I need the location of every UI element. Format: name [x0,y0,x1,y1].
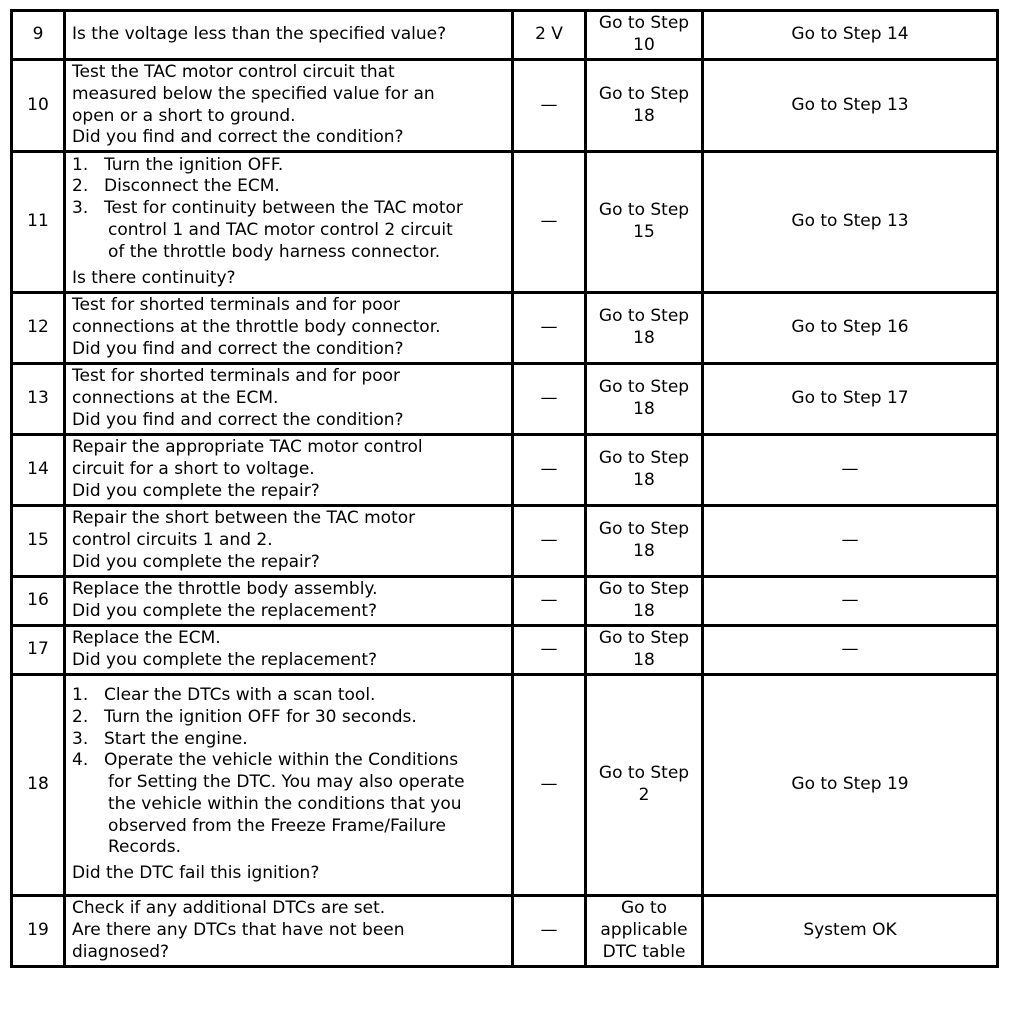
procedure-step [72,750,505,772]
action-line: Repair the appropriate TAC motor control [72,437,423,458]
step-number-cell: 14 [12,435,65,506]
action-line: Did you complete the replacement? [72,650,378,670]
value-cell: 2 V [513,11,586,60]
yes-line: Go to Step [598,763,690,784]
procedure-step-text: Turn the ignition OFF. [104,154,284,175]
no-cell: Go to Step 14 [703,11,998,60]
diagnostic-table [10,9,999,968]
step-number-cell: 9 [12,11,65,60]
procedure-question: Did the DTC fail this ignition? [72,863,320,884]
yes-line: 18 [633,541,655,561]
procedure-step-text: Operate the vehicle within the Conditions [104,750,459,771]
yes-line: 2 [638,785,650,805]
procedure-step [72,198,505,220]
yes-line: Go to Step [598,519,690,540]
procedure-step-continuation: the vehicle within the conditions that you [108,793,462,814]
value-cell: — [513,577,586,626]
table-row [12,506,998,577]
no-cell: — [703,506,998,577]
yes-line: Go to Step [598,13,690,34]
action-line: Did you complete the repair? [72,480,320,501]
no-cell: Go to Step 19 [703,675,998,896]
procedure-step-text: Start the engine. [104,728,248,749]
step-number-cell: 16 [12,577,65,626]
yes-line: 18 [633,105,655,126]
action-cell [65,152,513,293]
action-line: Test the TAC motor control circuit that [72,61,395,82]
no-cell: Go to Step 16 [703,293,998,364]
step-number-cell: 12 [12,293,65,364]
action-line: diagnosed? [72,941,170,962]
procedure-step-number: 1. [72,154,89,175]
procedure-step-text: Test for continuity between the TAC motor [104,198,463,219]
yes-cell [586,293,703,364]
action-line: connections at the throttle body connector. [72,317,441,338]
table-row [12,896,998,967]
action-line: Did you find and correct the condition? [72,127,404,148]
procedure-step [72,685,505,707]
yes-line: Go to Step [598,448,690,469]
action-line: connections at the ECM. [72,388,279,409]
action-line: Replace the throttle body assembly. [72,579,378,600]
procedure-step-continuation: Records. [108,837,181,858]
procedure-step [72,707,505,729]
action-line: circuit for a short to voltage. [72,459,315,480]
no-cell: — [703,435,998,506]
value-cell: — [513,364,586,435]
action-line: control circuits 1 and 2. [72,530,273,551]
yes-line: DTC table [602,941,686,962]
no-cell: Go to Step 13 [703,60,998,152]
action-line: Did you complete the repair? [72,551,320,572]
step-number-cell: 11 [12,152,65,293]
step-number-cell: 17 [12,626,65,675]
yes-cell [586,364,703,435]
yes-line: 18 [633,601,655,621]
action-cell [65,435,513,506]
action-line: measured below the specified value for an [72,83,435,104]
no-cell: Go to Step 17 [703,364,998,435]
procedure-step-continuation: of the throttle body harness connector. [108,241,441,262]
value-cell: — [513,675,586,896]
action-cell [65,293,513,364]
table-row [12,675,998,896]
action-cell [65,11,513,60]
action-cell [65,364,513,435]
procedure-step-number: 1. [72,684,89,705]
action-cell [65,626,513,675]
action-line: Did you find and correct the condition? [72,409,404,430]
procedure-step-number: 3. [72,198,89,219]
action-cell [65,675,513,896]
yes-line: 10 [633,35,655,55]
yes-line: 18 [633,399,655,419]
table-row [12,152,998,293]
yes-line: 18 [633,328,655,348]
value-cell: — [513,896,586,967]
table-row [12,60,998,152]
value-cell: — [513,293,586,364]
procedure-step [72,729,505,751]
step-number-cell: 10 [12,60,65,152]
action-line: Repair the short between the TAC motor [72,508,416,529]
table-row [12,293,998,364]
yes-cell [586,60,703,152]
yes-cell [586,152,703,293]
step-number-cell: 15 [12,506,65,577]
yes-line: Go to Step [598,628,690,649]
step-number-cell: 13 [12,364,65,435]
yes-line: Go to Step [598,306,690,327]
table-row [12,364,998,435]
action-line: Check if any additional DTCs are set. [72,898,386,919]
value-cell: — [513,435,586,506]
yes-line: applicable [600,920,688,941]
yes-cell [586,11,703,60]
value-cell: — [513,152,586,293]
action-line: open or a short to ground. [72,105,296,126]
no-cell: System OK [703,896,998,967]
procedure-step-number: 3. [72,728,89,749]
action-cell [65,577,513,626]
yes-line: Go to [620,898,668,919]
procedure-step-continuation: control 1 and TAC motor control 2 circuit [108,220,453,240]
value-cell: — [513,506,586,577]
action-line: Are there any DTCs that have not been [72,920,405,941]
procedure-step-number: 2. [72,176,89,197]
no-cell: — [703,577,998,626]
yes-cell [586,626,703,675]
value-cell: — [513,626,586,675]
procedure-step-number: 2. [72,706,89,727]
action-line: Test for shorted terminals and for poor [72,366,401,387]
step-number-cell: 18 [12,675,65,896]
value-cell: — [513,60,586,152]
yes-line: Go to Step [598,579,690,600]
action-cell [65,60,513,152]
table-row [12,626,998,675]
action-cell [65,896,513,967]
yes-cell [586,675,703,896]
action-cell [65,506,513,577]
action-line: Is the voltage less than the specified value? [72,24,447,45]
procedure-step-number: 4. [72,750,89,771]
procedure-step-text: Clear the DTCs with a scan tool. [104,684,376,705]
yes-cell [586,435,703,506]
yes-cell [586,896,703,967]
yes-line: 18 [633,470,655,490]
action-line: Did you complete the replacement? [72,601,378,621]
yes-cell [586,577,703,626]
procedure-step-continuation: observed from the Freeze Frame/Failure [108,815,446,836]
no-cell: Go to Step 13 [703,152,998,293]
procedure-question: Is there continuity? [72,267,236,288]
action-line: Replace the ECM. [72,628,221,649]
table-row [12,11,998,60]
action-line: Test for shorted terminals and for poor [72,295,401,316]
procedure-step-text: Turn the ignition OFF for 30 seconds. [104,706,417,727]
procedure-step [72,155,505,177]
procedure-step-text: Disconnect the ECM. [104,176,280,197]
no-cell: — [703,626,998,675]
action-line: Did you find and correct the condition? [72,338,404,359]
yes-line: 18 [633,650,655,670]
table-row [12,435,998,506]
procedure-step-continuation: for Setting the DTC. You may also operate [108,772,465,793]
yes-line: 15 [633,222,655,242]
yes-cell [586,506,703,577]
step-number-cell: 19 [12,896,65,967]
diagnostic-table-body [12,11,998,967]
procedure-step [72,176,505,198]
yes-line: Go to Step [598,200,690,221]
yes-line: Go to Step [598,83,690,104]
table-row [12,577,998,626]
yes-line: Go to Step [598,377,690,398]
